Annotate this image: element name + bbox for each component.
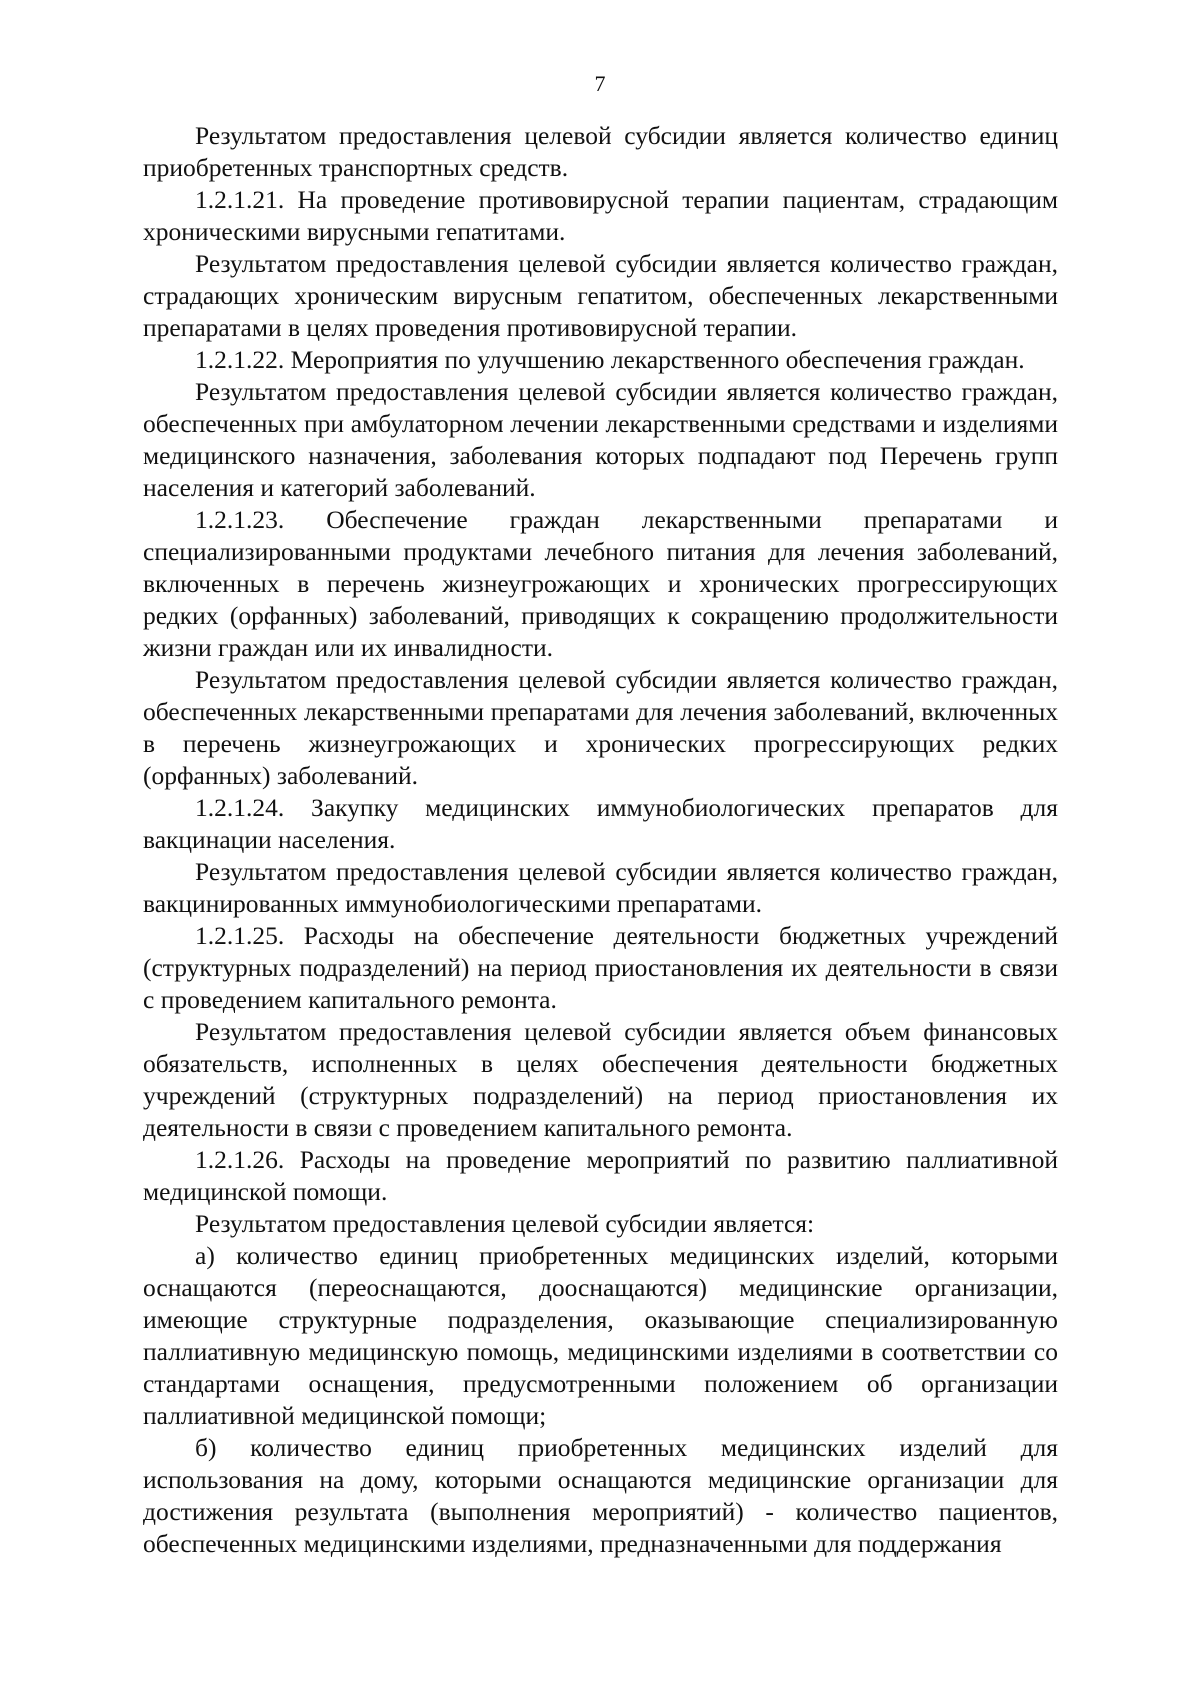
page-number: 7 bbox=[594, 71, 606, 96]
paragraph: а) количество единиц приобретенных медицинских изделий, которыми оснащаются (переоснащаются, дооснащаются) медицинские организации, имеющие структурные подразделения, оказывающие специализированную паллиативную медицинскую помощь, медицинскими изделиями в соответствии со стандартами оснащения, предусмотренными положением об организации паллиативной медицинской помощи; bbox=[143, 1241, 1058, 1430]
paragraph: Результатом предоставления целевой субсидии является объем финансовых обязательств, исполненных в целях обеспечения деятельности бюджетных учреждений (структурных подразделений) на период приостановления их деятельности в связи с проведением капитального ремонта. bbox=[143, 1017, 1058, 1142]
paragraph: Результатом предоставления целевой субсидии является количество граждан, вакцинированных иммунобиологическими препаратами. bbox=[143, 857, 1058, 918]
paragraph: 1.2.1.24. Закупку медицинских иммунобиологических препаратов для вакцинации населения. bbox=[143, 793, 1058, 854]
paragraph: Результатом предоставления целевой субсидии является количество граждан, страдающих хроническим вирусным гепатитом, обеспеченных лекарственными препаратами в целях проведения противовирусной терапии. bbox=[143, 249, 1058, 342]
paragraph: б) количество единиц приобретенных медицинских изделий для использования на дому, которыми оснащаются медицинские организации для достижения результата (выполнения мероприятий) - количество пациентов, обеспеченных медицинскими изделиями, предназначенными для поддержания bbox=[143, 1433, 1058, 1558]
paragraph: Результатом предоставления целевой субсидии является: bbox=[195, 1209, 815, 1238]
paragraph: 1.2.1.25. Расходы на обеспечение деятельности бюджетных учреждений (структурных подразделений) на период приостановления их деятельности в связи с проведением капитального ремонта. bbox=[143, 921, 1058, 1014]
paragraph: Результатом предоставления целевой субсидии является количество граждан, обеспеченных при амбулаторном лечении лекарственными средствами и изделиями медицинского назначения, заболевания которых подпадают под Перечень групп населения и категорий заболеваний. bbox=[143, 377, 1058, 502]
paragraph: 1.2.1.21. На проведение противовирусной терапии пациентам, страдающим хроническими вирусными гепатитами. bbox=[143, 185, 1058, 246]
paragraph: 1.2.1.22. Мероприятия по улучшению лекарственного обеспечения граждан. bbox=[195, 345, 1025, 374]
paragraph: Результатом предоставления целевой субсидии является количество единиц приобретенных транспортных средств. bbox=[143, 121, 1058, 182]
paragraph: 1.2.1.23. Обеспечение граждан лекарственными препаратами и специализированными продуктами лечебного питания для лечения заболеваний, включенных в перечень жизнеугрожающих и хронических прогрессирующих редких (орфанных) заболеваний, приводящих к сокращению продолжительности жизни граждан или их инвалидности. bbox=[143, 505, 1058, 662]
paragraph: Результатом предоставления целевой субсидии является количество граждан, обеспеченных лекарственными препаратами для лечения заболеваний, включенных в перечень жизнеугрожающих и хронических прогрессирующих редких (орфанных) заболеваний. bbox=[143, 665, 1058, 790]
document-body bbox=[143, 120, 1058, 1560]
paragraph: 1.2.1.26. Расходы на проведение мероприятий по развитию паллиативной медицинской помощи. bbox=[143, 1145, 1058, 1206]
